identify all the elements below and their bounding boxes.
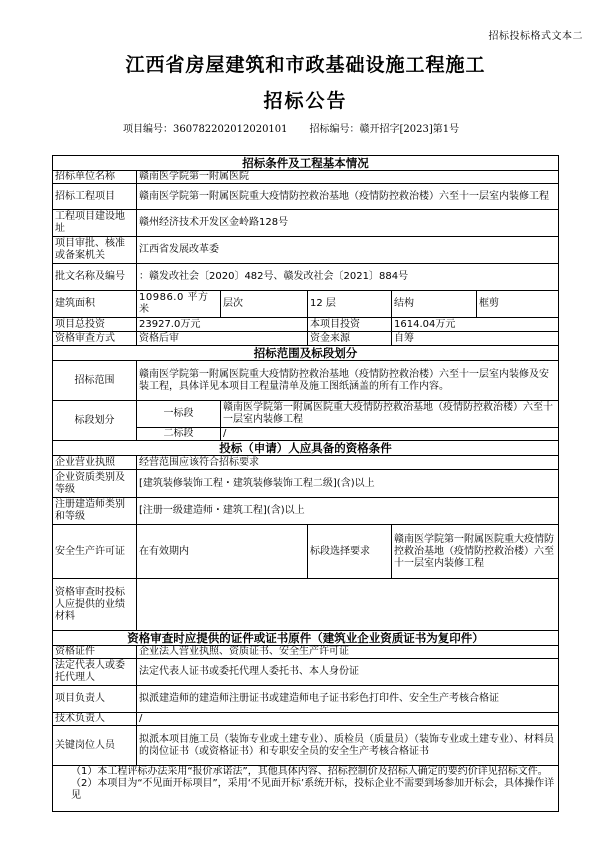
review-label: 资格审查方式: [53, 332, 137, 346]
project-number: 项目编号：36078220201202010​1: [123, 124, 288, 135]
performance-label: 资格审查时投标人应提供的业绩材料: [53, 579, 137, 631]
lot2-label: 二标段: [137, 428, 221, 441]
invest-label: 本项目投资: [308, 318, 392, 332]
key-staff-label: 关键岗位人员: [53, 726, 137, 766]
lot-label: 标段划分: [53, 401, 137, 441]
key-staff-value: 拟派本项目施工员（装饰专业或土建专业）、质检员（质量员）（装饰专业或土建专业）、材料员的岗位证书（或资格证书）和专职安全员的安全生产考核合格证书: [137, 726, 559, 766]
area-label: 建筑面积: [53, 291, 137, 318]
cert-value: 企业法人营业执照、资质证书、安全生产许可证: [137, 646, 559, 659]
performance-value: [137, 579, 559, 631]
scope-value: 赣南医学院第一附属医院重大疫情防控救治基地（疫情防控救治楼）六至十一层室内装修及安装工程，具体详见本项目工程量清单及施工图纸涵盖的所有工作内容。: [137, 361, 559, 401]
floors-value: 12 层: [308, 291, 392, 318]
approval-doc-label: 批文名称及编号: [53, 264, 137, 291]
tech-label: 技术负责人: [53, 713, 137, 726]
approval-org-value: 江西省发展改革委: [137, 237, 559, 264]
meta-line: [123, 120, 459, 135]
owner-value: 赣南医学院第一附属医院: [137, 171, 559, 184]
engineer-label: 注册建造师类别和等级: [53, 498, 137, 525]
review-value: 资格后审: [137, 332, 308, 346]
legal-label: 法定代表人或委托代理人: [53, 659, 137, 686]
area-value: 10986.0 平方米: [137, 291, 221, 318]
invest-value: 1614.04万元: [392, 318, 559, 332]
fund-value: 自筹: [392, 332, 559, 346]
tech-value: /: [137, 713, 559, 726]
section-heading: 招标范围及标段划分: [53, 346, 559, 361]
lot-select-label: 标段选择要求: [308, 525, 392, 579]
safety-value: 在有效期内: [137, 525, 308, 579]
legal-value: 法定代表人证书或委托代理人委托书、本人身份证: [137, 659, 559, 686]
scope-label: 招标范围: [53, 361, 137, 401]
license-value: 经营范围应该符合招标要求: [137, 456, 559, 470]
total-invest-label: 项目总投资: [53, 318, 137, 332]
fund-label: 资金来源: [308, 332, 392, 346]
notes-text: （1）本工程评标办法采用“报价承诺法”，其他具体内容、招标控制价及招标人确定的要约价详见招标文件。（2）本项目为“不见面开标项目”，采用‘不见面开标’系统开标，投标企业不需要到场参加开标会，具体操作详见: [53, 766, 559, 812]
approval-org-label: 项目审批、核准或备案机关: [53, 237, 137, 264]
section-heading: 招标条件及工程基本情况: [53, 156, 559, 171]
engineer-value: [注册一级建造师・建筑工程](含)以上: [137, 498, 559, 525]
project-value: 赣南医学院第一附属医院重大疫情防控救治基地（疫情防控救治楼）六至十一层室内装修工程: [137, 184, 559, 210]
total-invest-value: 23927.0万元: [137, 318, 308, 332]
qual-value: [建筑装修装饰工程・建筑装修装饰工程二级](含)以上: [137, 470, 559, 498]
structure-value: 框剪: [477, 291, 559, 318]
section-heading: 资格审查时应提供的证件或证书原件（建筑业企业资质证书为复印件）: [53, 631, 559, 646]
address-value: 赣州经济技术开发区金岭路128号: [137, 210, 559, 237]
page-subtitle: 招标公告: [263, 90, 348, 112]
approval-doc-value: ：赣发改社会〔2020〕482号、赣发改社会〔2021〕884号: [137, 264, 559, 291]
license-label: 企业营业执照: [53, 456, 137, 470]
lot1-label: 一标段: [137, 401, 221, 428]
safety-label: 安全生产许可证: [53, 525, 137, 579]
qual-label: 企业资质类别及等级: [53, 470, 137, 498]
lot-select-value: 赣南医学院第一附属医院重大疫情防控救治基地（疫情防控救治楼）六至十一层室内装修工程: [392, 525, 559, 579]
structure-label: 结构: [392, 291, 477, 318]
project-label: 招标工程项目: [53, 184, 137, 210]
page-title: 江西省房屋建筑和市政基础设施工程施工: [125, 54, 486, 76]
announcement-table: [52, 155, 559, 812]
pm-label: 项目负责人: [53, 686, 137, 713]
section-heading: 投标（申请）人应具备的资格条件: [53, 441, 559, 456]
cert-label: 资格证件: [53, 646, 137, 659]
floors-label: 层次: [221, 291, 308, 318]
pm-value: 拟派建造师的建造师注册证书或建造师电子证书彩色打印件、安全生产考核合格证: [137, 686, 559, 713]
address-label: 工程项目建设地址: [53, 210, 137, 237]
owner-label: 招标单位名称: [53, 171, 137, 184]
form-label: 招标投标格式文本二: [488, 31, 583, 42]
tender-number: 招标编号：赣开招字[2023]第1号: [309, 124, 460, 135]
lot2-value: /: [221, 428, 559, 441]
lot1-value: 赣南医学院第一附属医院重大疫情防控救治基地（疫情防控救治楼）六至十一层室内装修工程: [221, 401, 559, 428]
